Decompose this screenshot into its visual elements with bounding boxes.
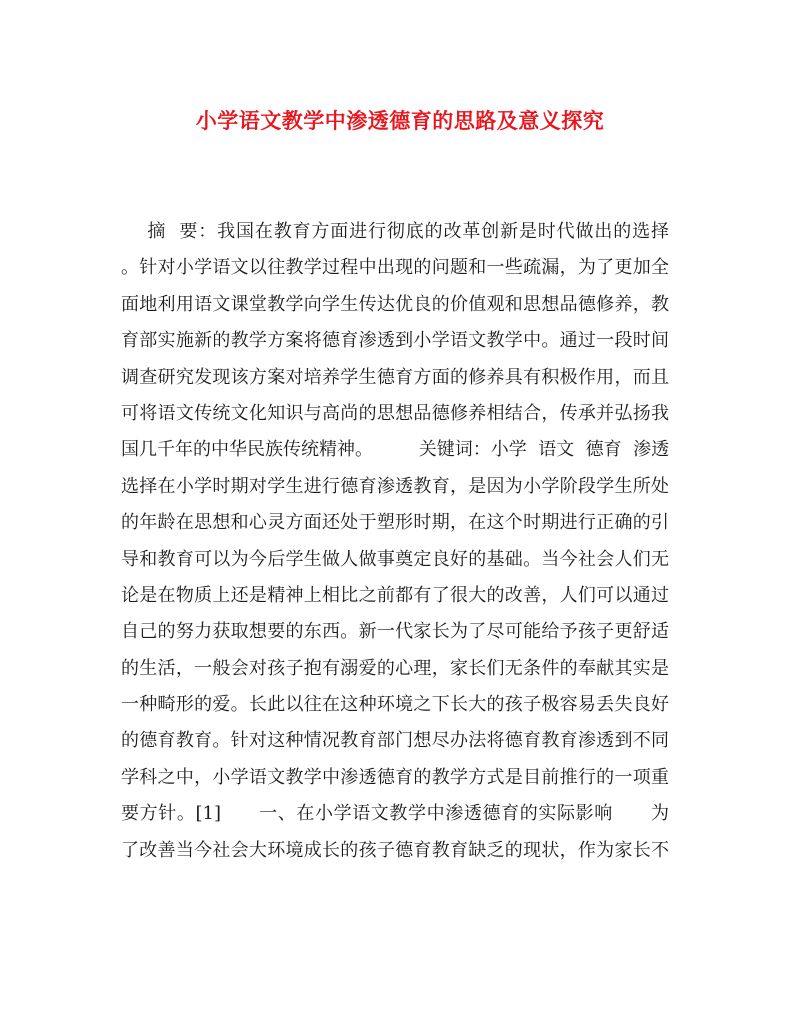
body-text-line: 可将语文传统文化知识与高尚的思想品德修养相结合，传承并弘扬我 [121,402,669,424]
body-text-line: 要方针。[1] 一、在小学语文教学中渗透德育的实际影响 为 [121,803,669,825]
document-title: 小学语文教学中渗透德育的思路及意义探究 [195,108,605,133]
body-text-line: 面地利用语文课堂教学向学生传达优良的价值观和思想品德修养，教 [121,293,669,315]
body-text-line: 论是在物质上还是精神上相比之前都有了很大的改善，人们可以通过 [121,584,669,606]
body-text-line: 。针对小学语文以往教学过程中出现的问题和一些疏漏，为了更加全 [121,257,669,279]
body-text-line: 了改善当今社会大环境成长的孩子德育教育缺乏的现状，作为家长不 [121,839,669,861]
body-text-line: 学科之中，小学语文教学中渗透德育的教学方式是目前推行的一项重 [121,766,669,788]
body-text-line: 的生活，一般会对孩子抱有溺爱的心理，家长们无条件的奉献其实是 [121,657,669,679]
body-text-line: 导和教育可以为今后学生做人做事奠定良好的基础。当今社会人们无 [121,548,669,570]
body-text-line: 的年龄在思想和心灵方面还处于塑形时期，在这个时期进行正确的引 [121,512,669,534]
body-text-line: 自己的努力获取想要的东西。新一代家长为了尽可能给予孩子更舒适 [121,621,669,643]
body-text-line: 育部实施新的教学方案将德育渗透到小学语文教学中。通过一段时间 [121,330,669,352]
body-text-line: 的德育教育。针对这种情况教育部门想尽办法将德育教育渗透到不同 [121,730,669,752]
body-text-line: 调查研究发现该方案对培养学生德育方面的修养具有积极作用，而且 [121,366,669,388]
body-text-line: 摘 要：我国在教育方面进行彻底的改革创新是时代做出的选择 [121,221,669,242]
body-text-line: 一种畸形的爱。长此以往在这种环境之下长大的孩子极容易丢失良好 [121,694,669,716]
body-text-line: 国几千年的中华民族传统精神。 关键词：小学 语文 德育 渗透 [121,439,669,461]
document-body [121,214,669,869]
body-text-line: 选择在小学时期对学生进行德育渗透教育，是因为小学阶段学生所处 [121,475,669,497]
